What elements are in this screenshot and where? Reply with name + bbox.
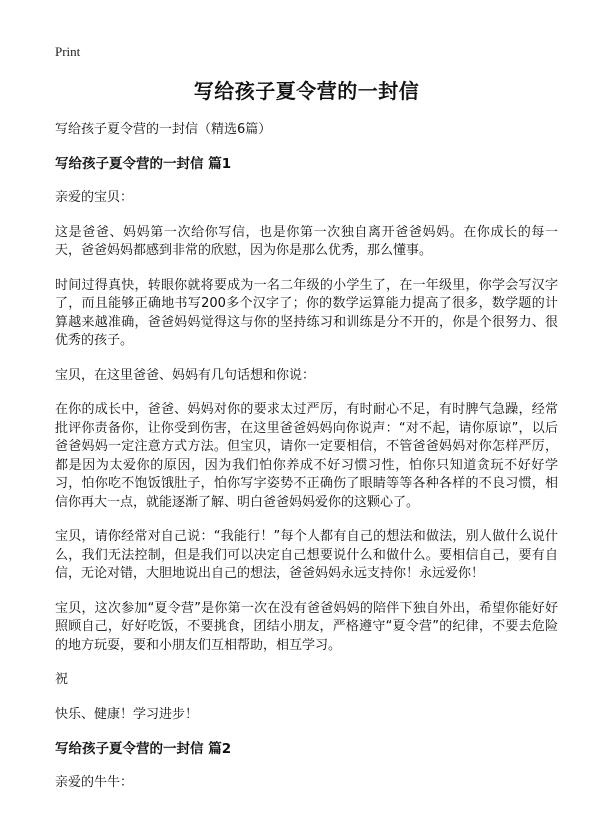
paragraph: 宝贝，在这里爸爸、妈妈有几句话想和你说： xyxy=(55,367,316,383)
print-label: Print xyxy=(55,44,81,59)
paragraph: 时间过得真快，转眼你就将要成为一名二年级的小学生了，在一年级里，你学会写汉字了，而且能够正确地书写200多个汉字了；你的数学运算能力提高了很多，数学题的计算越来越准确，爸爸妈妈觉得这与你的坚持练习和训练是分不开的，你是个很努力、很优秀的孩子。 xyxy=(55,277,558,348)
section-heading-2: 写给孩子夏令营的一封信 篇2 xyxy=(55,741,232,757)
paragraph-wishes: 快乐、健康！学习进步！ xyxy=(55,706,199,722)
document-subtitle: 写给孩子夏令营的一封信（精选6篇） xyxy=(55,122,272,137)
paragraph-salutation: 亲爱的牛牛： xyxy=(55,775,134,790)
document-title: 写给孩子夏令营的一封信 xyxy=(193,79,420,103)
paragraph: 宝贝，请你经常对自己说：“我能行！”每个人都有自己的想法和做法，别人做什么说什么，我们无法控制，但是我们可以决定自己想要说什么和做什么。要相信自己，要有自信，无论对错，大胆地说出自己的想法，爸爸妈妈永远支持你！永远爱你！ xyxy=(55,529,558,581)
paragraph: 这是爸爸、妈妈第一次给你写信，也是你第一次独自离开爸爸妈妈。在你成长的每一天，爸爸妈妈都感到非常的欣慰，因为你是那么优秀，那么懂事。 xyxy=(55,224,558,258)
section-heading-1: 写给孩子夏令营的一封信 篇1 xyxy=(55,156,232,172)
paragraph: 在你的成长中，爸爸、妈妈对你的要求太过严厉，有时耐心不足，有时脾气急躁，经常批评你责备你，让你受到伤害，在这里爸爸妈妈向你说声：“对不起，请你原谅”，以后爸爸妈妈一定注意方式方法。但宝贝，请你一定要相信，不管爸爸妈妈对你怎样严厉，都是因为太爱你的原因，因为我们怕你养成不好习惯习性，怕你只知道贪玩不好好学习，怕你吃不饱饭饿肚子，怕你写字姿势不正确伤了眼睛等等各种各样的不良习惯，相信你再大一点，就能逐渐了解、明白爸爸妈妈爱你的这颗心了。 xyxy=(55,402,558,510)
paragraph-salutation: 亲爱的宝贝： xyxy=(55,190,134,205)
paragraph: 宝贝，这次参加“夏令营”是你第一次在没有爸爸妈妈的陪伴下独自外出，希望你能好好照顾自己，好好吃饭，不要挑食，团结小朋友，严格遵守“夏令营”的纪律，不要去危险的地方玩耍，要和小朋友们互相帮助，相互学习。 xyxy=(55,600,558,653)
paragraph-closing: 祝 xyxy=(55,672,69,687)
